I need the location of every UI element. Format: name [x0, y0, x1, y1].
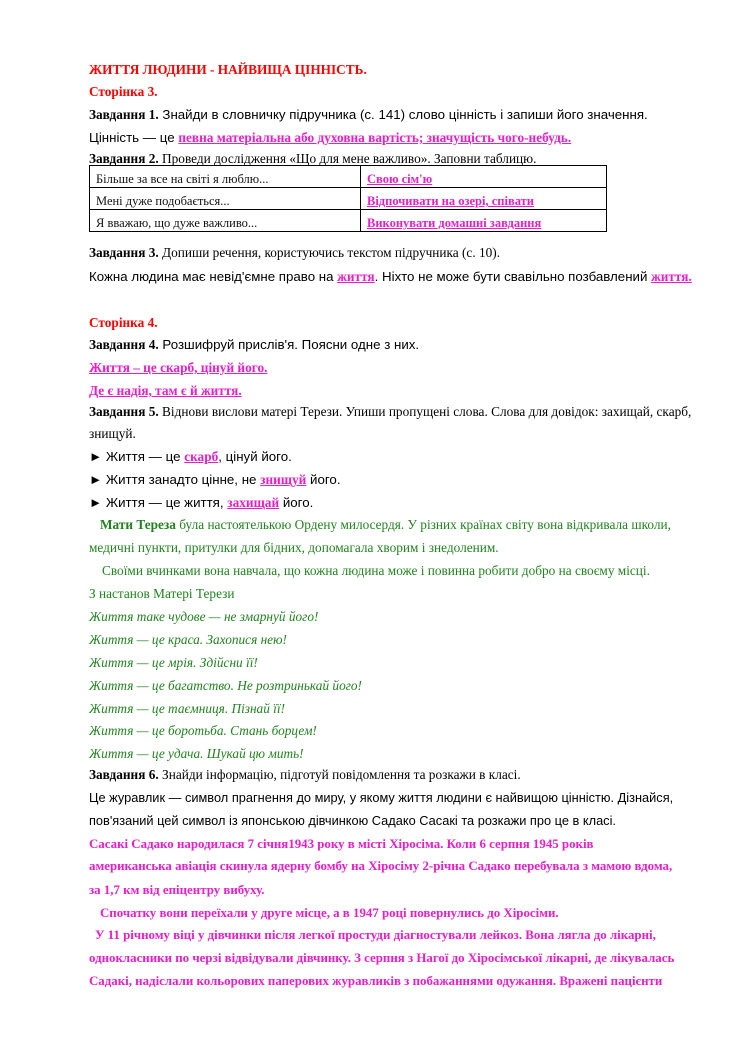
saying-word: захищай: [227, 495, 280, 510]
task-6-label: Завдання 6.: [89, 767, 159, 782]
teresa-intro: [100, 516, 671, 534]
saying-word: знищуй: [260, 472, 307, 487]
task-4: [89, 336, 419, 354]
table-prompt: Мені дуже подобається...: [90, 188, 361, 210]
table-row: [90, 188, 607, 210]
table-answer: Свою сім'ю: [361, 166, 607, 188]
saying: [89, 494, 313, 512]
answer-3-part: Кожна людина має невід'ємне право на: [89, 269, 338, 284]
saying-pre: ► Життя занадто цінне, не: [89, 472, 261, 487]
sadako-text: Спочатку вони переїхали у друге місце, а в 1947 році повернулись до Хіросіми.: [100, 906, 559, 920]
task-4-label: Завдання 4.: [89, 337, 159, 352]
saying: [89, 471, 341, 489]
saying-post: його.: [306, 472, 341, 487]
task-5-label: Завдання 5.: [89, 404, 159, 419]
doc-title: ЖИТТЯ ЛЮДИНИ - НАЙВИЩА ЦІННІСТЬ.: [89, 62, 367, 77]
sadako-text: однокласники по черзі відвідували дівчинку. З серпня з Нагої до Хіросімської лікарні, де лікувалась: [89, 951, 675, 965]
sadako-text: американська авіація скинула ядерну бомбу на Хіросіму 2-річна Садако перебувала з мамою вдома,: [89, 859, 673, 873]
proverb: Де є надія, там є й життя.: [89, 383, 242, 398]
task-1-text: Знайди в словничку підручника (с. 141) слово цінність і запиши його значення.: [158, 107, 648, 122]
saying: [89, 448, 292, 466]
crane-text: пов'язаний цей символ із японською дівчинкою Садако Сасакі та розкажи про це в класі.: [89, 813, 616, 828]
task-3-label: Завдання 3.: [89, 245, 159, 260]
saying-post: його.: [279, 495, 314, 510]
crane-text: Це журавлик — символ прагнення до миру, у якому життя людини є найвищою цінністю. Дізнайся,: [89, 790, 674, 805]
quote: Життя — це краса. Захопися нею!: [89, 632, 287, 647]
values-table: [89, 165, 607, 232]
table-row: [90, 166, 607, 188]
teresa-text-3: Своїми вчинками вона навчала, що кожна людина може і повинна робити добро на своєму місці.: [102, 563, 650, 578]
table-row: [90, 210, 607, 232]
saying-pre: ► Життя — це життя,: [89, 495, 228, 510]
proverb: Життя – це скарб, цінуй його.: [89, 360, 268, 375]
quote: Життя — це таємниця. Пізнай її!: [89, 701, 285, 716]
task-3-text: Допиши речення, користуючись текстом підручника (с. 10).: [158, 245, 501, 260]
task-5: [89, 403, 691, 421]
task-2-label: Завдання 2.: [89, 151, 159, 166]
saying-post: , цінуй його.: [218, 449, 292, 464]
quote: Життя таке чудове — не змарнуй його!: [89, 609, 319, 624]
task-1: [89, 106, 648, 124]
quote: Життя — це удача. Шукай цю мить!: [89, 746, 304, 761]
task-3: [89, 244, 500, 262]
sadako-text: Садакі, надіслали кольорових паперових журавликів з побажаннями одужання. Вражені пацієнти: [89, 974, 663, 988]
answer-3-word: життя.: [651, 269, 692, 284]
quote: Життя — це багатство. Не розтринькай його!: [89, 678, 362, 693]
answer-1-prefix: Цінність — це: [89, 130, 179, 145]
sadako-text: за 1,7 км від епіцентру вибуху.: [89, 883, 265, 897]
answer-1: [89, 129, 571, 147]
task-6-text: Знайди інформацію, підготуй повідомлення та розкажи в класі.: [158, 767, 521, 782]
task-5-text: Віднови вислови матері Терези. Упиши пропущені слова. Слова для довідок: захищай, скарб,: [158, 404, 692, 419]
sadako-text: Сасакі Садако народилася 7 січня1943 року в місті Хіросіма. Коли 6 серпня 1945 років: [89, 837, 594, 851]
table-prompt: Більше за все на світі я люблю...: [90, 166, 361, 188]
page-3-heading: Сторінка 3.: [89, 84, 158, 99]
task-5-cont: знищуй.: [89, 426, 136, 441]
task-2-text: Проведи дослідження «Що для мене важливо». Заповни таблицю.: [158, 151, 537, 166]
teresa-name: Мати Тереза: [100, 517, 176, 532]
answer-3: [89, 268, 692, 286]
table-prompt: Я вважаю, що дуже важливо...: [90, 210, 361, 232]
saying-word: скарб: [184, 449, 219, 464]
answer-3-word: життя: [337, 269, 375, 284]
answer-3-part: . Ніхто не може бути свавільно позбавлений: [374, 269, 652, 284]
sadako-text: У 11 річному віці у дівчинки після легкої простуди діагностували лейкоз. Вона лягла до лікарні,: [95, 928, 656, 942]
page-4-heading: Сторінка 4.: [89, 315, 158, 330]
quote: Життя — це боротьба. Стань борцем!: [89, 723, 317, 738]
table-answer: Виконувати домашні завдання: [361, 210, 607, 232]
task-4-text: Розшифруй прислів'я. Поясни одне з них.: [158, 337, 420, 352]
table-answer: Відпочивати на озері, співати: [361, 188, 607, 210]
answer-1-value: певна матеріальна або духовна вартість; значущість чого-небудь.: [178, 130, 572, 145]
teresa-quotes-heading: З настанов Матері Терези: [89, 586, 235, 601]
teresa-text-2: медичні пункти, притулки для бідних, допомагала хворим і знедоленим.: [89, 540, 499, 555]
quote: Життя — це мрія. Здійсни її!: [89, 655, 258, 670]
saying-pre: ► Життя — це: [89, 449, 185, 464]
task-6: [89, 766, 521, 784]
task-1-label: Завдання 1.: [89, 107, 159, 122]
teresa-text: була настоятелькою Ордену милосердя. У різних країнах світу вона відкривала школи,: [175, 517, 671, 532]
